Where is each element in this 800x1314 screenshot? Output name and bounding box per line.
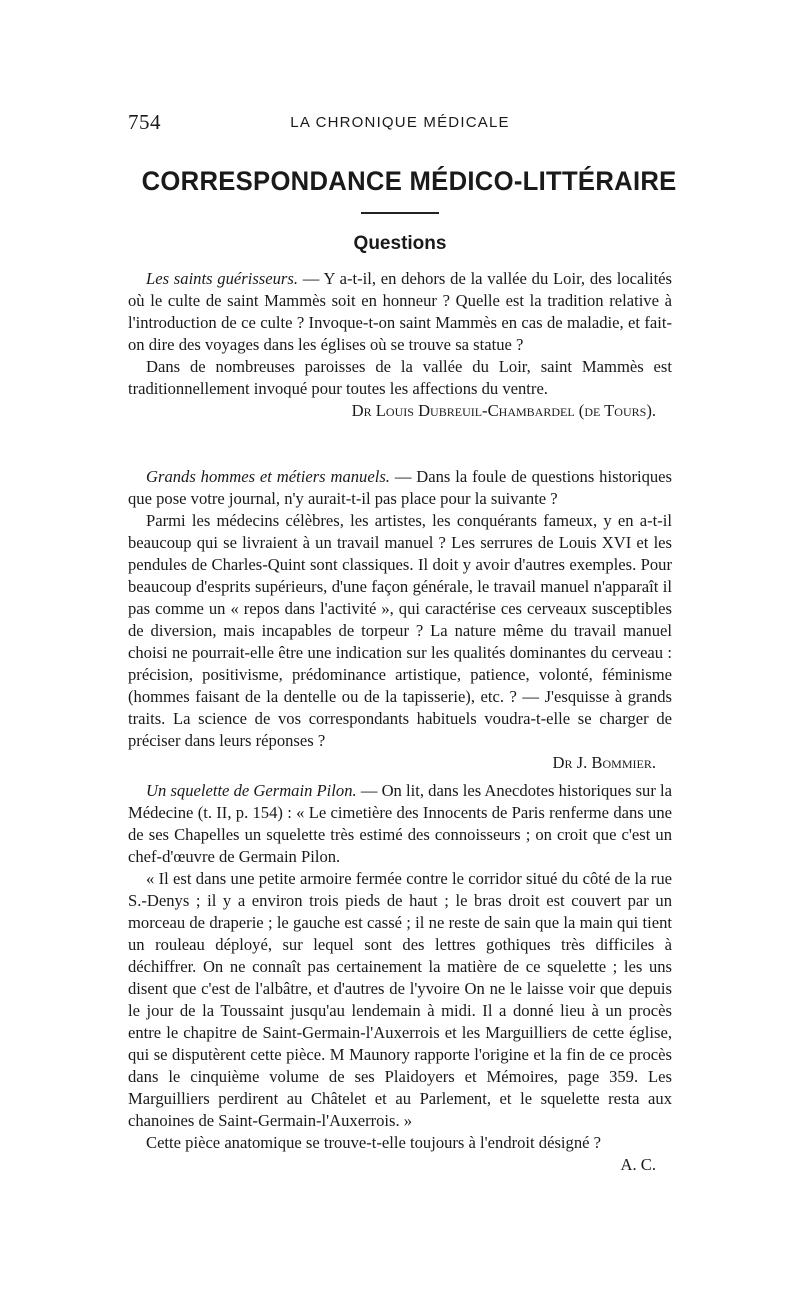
section-subhead: Questions [353,233,447,254]
article-title: Grands hommes et métiers manuels. [146,467,390,486]
journal-title: LA CHRONIQUE MÉDICALE [290,114,510,131]
article-signature: Dr Louis Dubreuil-Chambardel (de Tours). [351,401,656,420]
article-saints-guerisseurs [128,268,672,422]
article-squelette-germain-pilon [128,780,672,1176]
article-lead [128,466,672,510]
article-grands-hommes [128,466,672,774]
article-body: — Dans la foule de questions historiques que pose votre journal, n'y aurait-t-il pas place pour la suivante ? [128,467,672,508]
section-title: CORRESPONDANCE MÉDICO-LITTÉRAIRE [141,166,677,196]
article-paragraph: Cette pièce anatomique se trouve-t-elle toujours à l'endroit désigné ? [146,1133,602,1152]
article-signature: A. C. [620,1155,656,1174]
article-lead [128,268,672,356]
article-body: — On lit, dans les Anecdotes historiques sur la Médecine (t. II, p. 154) : « Le cimetière des Innocents de Paris renferme dans une de ses Chapelles un squelette très estimé des connoisseurs ; on croit que c'est un chef-d'œuvre de Germain Pilon. [128,781,672,866]
title-rule [361,212,439,214]
article-paragraph: Parmi les médecins célèbres, les artistes, les conquérants fameux, y en a-t-il beaucoup qui se livraient à un travail manuel ? Les serrures de Louis XVI et les pendules de Charles-Quint sont classiques. Il doit y avoir d'autres exemples. Pour beaucoup d'esprits supérieurs, d'une façon générale, le travail manuel n'apparaît il pas comme un « repos dans l'activité », qui caractérise ces cerveaux susceptibles de diversion, mais incapables de torpeur ? La nature même du travail manuel choisi ne pourrait-elle être une indication sur les qualités dominantes du cerveau : précision, positivisme, prédominance artistique, patience, volonté, féminisme (hommes faisant de la dentelle ou de la tapisserie), etc. ? — J'esquisse à grands traits. La science de vos correspondants habituels voudra-t-elle se charger de préciser dans leurs réponses ? [128,511,672,750]
article-paragraph: « Il est dans une petite armoire fermée contre le corridor situé du côté de la rue S.-Denys ; il y a environ trois pieds de haut ; le bras droit est couvert par un morceau de draperie ; le gauche est cassé ; il ne reste de sain que la main qui tient un rouleau déployé, sur lequel sont des lettres gothiques très difficiles à déchiffrer. On ne connaît pas certainement la matière de ce squelette ; les uns disent que c'est de l'albâtre, et d'autres de l'yvoire On ne le laisse voir que depuis le jour de la Toussaint jusqu'au lendemain à midi. Il a donné lieu à un procès entre le chapitre de Saint-Germain-l'Auxerrois et les Marguilliers de cette église, qui se disputèrent cette pièce. M Maunory rapporte l'origine et la fin de ce procès dans le cinquième volume de ses Plaidoyers et Mémoires, page 359. Les Marguilliers perdirent au Châtelet et au Parlement, et le squelette resta aux chanoines de Saint-Germain-l'Auxerrois. » [128,869,672,1130]
article-title: Un squelette de Germain Pilon. [146,781,357,800]
page-number: 754 [128,110,161,134]
article-title: Les saints guérisseurs. [146,269,298,288]
article-lead [128,780,672,868]
article-body: — Y a-t-il, en dehors de la vallée du Loir, des localités où le culte de saint Mammès soit en honneur ? Quelle est la tradition relative à l'introduction de ce culte ? Invoque-t-on saint Mammès en cas de maladie, et fait-on dire des voyages dans les églises où se trouve sa statue ? [128,269,672,354]
article-signature: Dr J. Bommier. [552,753,656,772]
article-paragraph: Dans de nombreuses paroisses de la vallée du Loir, saint Mammès est traditionnellement invoqué pour toutes les affections du ventre. [128,357,672,398]
running-head [128,110,672,140]
